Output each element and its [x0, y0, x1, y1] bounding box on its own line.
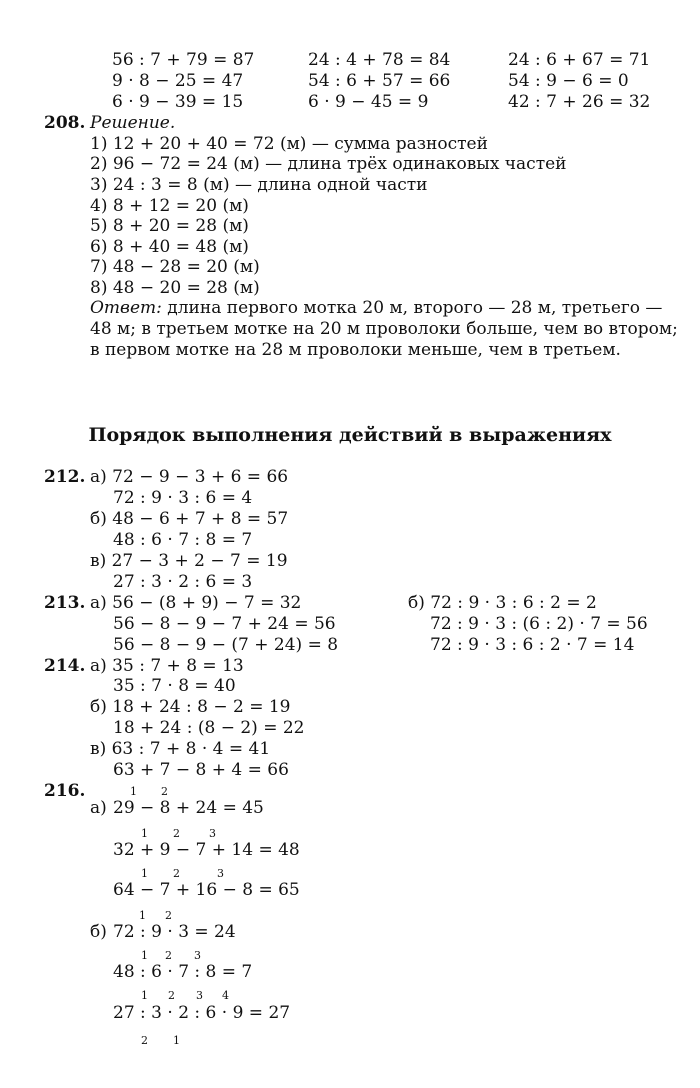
answer-line-3: в первом мотке на 28 м проволоки меньше, чем в третьем.: [90, 340, 621, 360]
answer-line-2: 48 м; в третьем мотке на 20 м проволоки больше, чем во втором;: [90, 319, 678, 339]
order-mark: 1: [173, 1034, 180, 1047]
solution-label: Решение.: [90, 113, 176, 133]
order-mark: 2: [173, 827, 180, 840]
top-row-2-col-1: 9 · 8 − 25 = 47: [112, 71, 244, 91]
line-a-2: 72 : 9 · 3 : 6 = 4: [113, 488, 253, 508]
step-7: 7) 48 − 28 = 20 (м): [90, 257, 260, 277]
line-b-1: б) 18 + 24 : 8 − 2 = 19: [90, 697, 291, 717]
order-mark: 3: [194, 949, 201, 962]
line-c-1: в) 27 − 3 + 2 − 7 = 19: [90, 551, 288, 571]
line-a-1: а) 72 − 9 − 3 + 6 = 66: [90, 467, 289, 487]
right-line-3: 72 : 9 · 3 : 6 : 2 · 7 = 14: [430, 635, 635, 655]
line-a-1: а) 35 : 7 + 8 = 13: [90, 656, 244, 676]
top-row-3-col-3: 42 : 7 + 26 = 32: [508, 92, 651, 112]
expression-a-3: 64 − 7 + 16 − 8 = 65: [113, 880, 300, 900]
expression-a-2: 32 + 9 − 7 + 14 = 48: [113, 840, 300, 860]
section-title: Порядок выполнения действий в выражениях: [88, 424, 612, 446]
line-b-2: 48 : 6 · 7 : 8 = 7: [113, 530, 253, 550]
top-row-3-col-1: 6 · 9 − 39 = 15: [112, 92, 244, 112]
top-row-1-col-3: 24 : 6 + 67 = 71: [508, 50, 651, 70]
order-mark: 1: [139, 909, 146, 922]
order-mark: 4: [222, 989, 229, 1002]
label-a: а): [90, 798, 107, 818]
answer-line-1: [90, 298, 662, 318]
expression-b-1: 72 : 9 · 3 = 24: [113, 922, 236, 942]
order-mark: 1: [141, 949, 148, 962]
right-line-2: 72 : 9 · 3 : (6 : 2) · 7 = 56: [430, 614, 648, 634]
problem-number: 212.: [44, 467, 86, 487]
order-mark: 3: [196, 989, 203, 1002]
label-b: б): [90, 922, 107, 942]
step-4: 4) 8 + 12 = 20 (м): [90, 196, 249, 216]
order-mark: 2: [165, 909, 172, 922]
expression-a-1: 29 − 8 + 24 = 45: [113, 798, 264, 818]
left-line-1: а) 56 − (8 + 9) − 7 = 32: [90, 593, 302, 613]
answer-text-1: длина первого мотка 20 м, второго — 28 м, третьего —: [167, 298, 663, 318]
step-5: 5) 8 + 20 = 28 (м): [90, 216, 249, 236]
step-1: 1) 12 + 20 + 40 = 72 (м) — сумма разностей: [90, 134, 488, 154]
step-8: 8) 48 − 20 = 28 (м): [90, 278, 260, 298]
step-6: 6) 8 + 40 = 48 (м): [90, 237, 249, 257]
problem-number: 213.: [44, 593, 86, 613]
order-mark: 2: [165, 949, 172, 962]
order-mark: 1: [130, 785, 137, 798]
top-row-2-col-3: 54 : 9 − 6 = 0: [508, 71, 629, 91]
order-mark: 1: [141, 867, 148, 880]
top-row-3-col-2: 6 · 9 − 45 = 9: [308, 92, 429, 112]
order-mark: 2: [161, 785, 168, 798]
top-row-1-col-2: 24 : 4 + 78 = 84: [308, 50, 451, 70]
order-mark: 1: [141, 989, 148, 1002]
order-mark: 3: [209, 827, 216, 840]
problem-number: 214.: [44, 656, 86, 676]
left-line-2: 56 − 8 − 9 − 7 + 24 = 56: [113, 614, 336, 634]
order-mark: 1: [141, 827, 148, 840]
problem-number: 216.: [44, 781, 86, 801]
order-mark: 2: [173, 867, 180, 880]
line-c-2: 63 + 7 − 8 + 4 = 66: [113, 760, 289, 780]
left-line-3: 56 − 8 − 9 − (7 + 24) = 8: [113, 635, 339, 655]
order-mark: 2: [168, 989, 175, 1002]
line-c-2: 27 : 3 · 2 : 6 = 3: [113, 572, 253, 592]
answer-label: Ответ:: [90, 298, 162, 318]
right-line-1: б) 72 : 9 · 3 : 6 : 2 = 2: [408, 593, 597, 613]
top-row-1-col-1: 56 : 7 + 79 = 87: [112, 50, 255, 70]
problem-number: 208.: [44, 113, 86, 133]
top-row-2-col-2: 54 : 6 + 57 = 66: [308, 71, 451, 91]
line-b-1: б) 48 − 6 + 7 + 8 = 57: [90, 509, 289, 529]
order-mark: 2: [141, 1034, 148, 1047]
line-b-2: 18 + 24 : (8 − 2) = 22: [113, 718, 305, 738]
expression-b-2: 48 : 6 · 7 : 8 = 7: [113, 962, 253, 982]
step-3: 3) 24 : 3 = 8 (м) — длина одной части: [90, 175, 428, 195]
line-c-1: в) 63 : 7 + 8 · 4 = 41: [90, 739, 271, 759]
line-a-2: 35 : 7 · 8 = 40: [113, 676, 236, 696]
expression-b-3: 27 : 3 · 2 : 6 · 9 = 27: [113, 1003, 291, 1023]
order-mark: 3: [217, 867, 224, 880]
step-2: 2) 96 − 72 = 24 (м) — длина трёх одинаковых частей: [90, 154, 567, 174]
